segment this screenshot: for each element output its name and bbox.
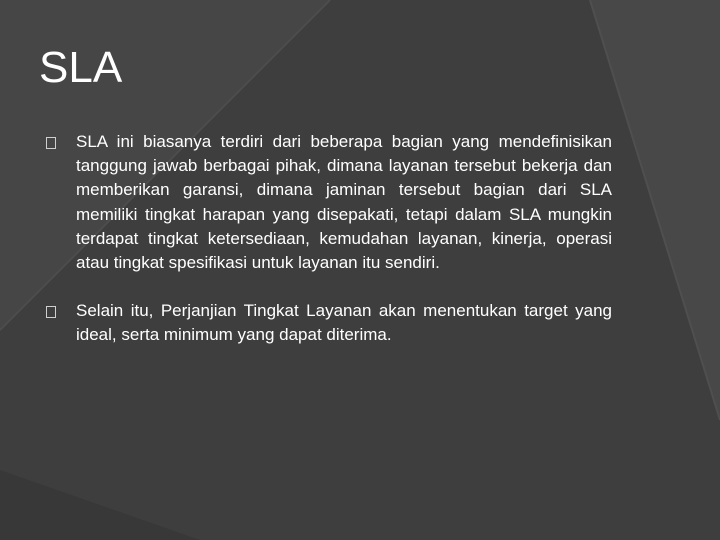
list-item <box>46 299 612 347</box>
bullet-text: Selain itu, Perjanjian Tingkat Layanan akan menentukan target yang ideal, serta minimum yang dapat diterima. <box>76 301 612 345</box>
square-bullet-icon <box>46 306 56 318</box>
square-bullet-icon <box>46 137 56 149</box>
bullet-text: SLA ini biasanya terdiri dari beberapa bagian yang mendefinisikan tanggung jawab berbagai pihak, dimana layanan tersebut bekerja dan memberikan garansi, dimana jaminan tersebut bagian dari SLA memiliki tingkat harapan yang disepakati, tetapi dalam SLA mungkin terdapat tingkat ketersediaan, kemudahan layanan, kinerja, operasi atau tingkat spesifikasi untuk layanan itu sendiri. <box>76 132 612 273</box>
list-item <box>46 130 612 275</box>
bullet-list <box>46 130 612 372</box>
slide-title: SLA <box>39 43 123 92</box>
